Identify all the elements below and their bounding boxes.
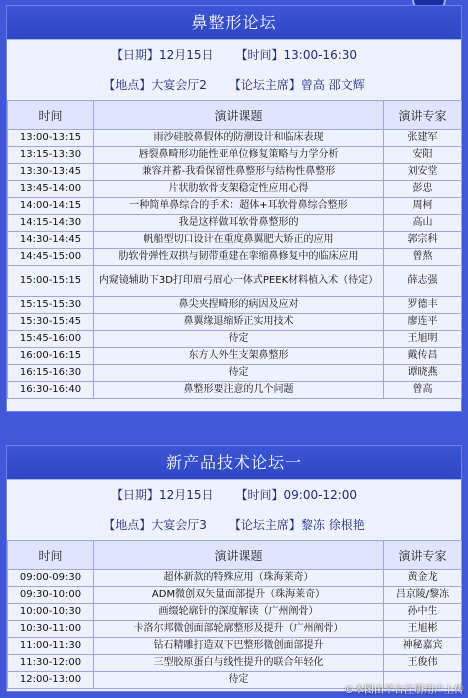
cell-topic: 三型胶原蛋白与线性提升的联合年轻化 bbox=[94, 655, 384, 672]
cell-speaker: 薛志强 bbox=[384, 266, 462, 297]
forum-venue: 【地点】大宴会厅3 bbox=[103, 518, 207, 532]
forum-host: 【论坛主席】黎冻 徐根艳 bbox=[228, 518, 365, 532]
cell-topic: 画缀轮廓针的深度解读（广州阐骨） bbox=[94, 604, 384, 621]
cell-time: 14:00-14:15 bbox=[8, 198, 94, 215]
cell-time: 16:30-16:40 bbox=[8, 382, 94, 399]
cell-topic: 钻石精雕打造双下巴整形微创面部提升 bbox=[94, 638, 384, 655]
forum-title: 鼻整形论坛 bbox=[7, 6, 461, 40]
table-row bbox=[8, 587, 462, 604]
cell-time: 11:00-11:30 bbox=[8, 638, 94, 655]
forum-venue-host bbox=[7, 70, 461, 100]
forum-date-time bbox=[7, 40, 461, 70]
cell-topic: 东方人外生支架鼻整形 bbox=[94, 348, 384, 365]
cell-topic: 超体新款的特殊应用（珠海莱奇） bbox=[94, 570, 384, 587]
cell-time: 15:15-15:30 bbox=[8, 297, 94, 314]
table-row bbox=[8, 604, 462, 621]
cell-time: 13:15-13:30 bbox=[8, 147, 94, 164]
table-row bbox=[8, 365, 462, 382]
cell-topic: 待定 bbox=[94, 672, 384, 689]
cell-time: 14:15-14:30 bbox=[8, 215, 94, 232]
table-row bbox=[8, 570, 462, 587]
forum-venue: 【地点】大宴会厅2 bbox=[103, 78, 207, 92]
cell-time: 11:30-12:00 bbox=[8, 655, 94, 672]
cell-time: 13:45-14:00 bbox=[8, 181, 94, 198]
cell-topic: 我是这样做耳软骨鼻整形的 bbox=[94, 215, 384, 232]
cell-time: 13:30-13:45 bbox=[8, 164, 94, 181]
cell-speaker: 罗德丰 bbox=[384, 297, 462, 314]
cell-time: 14:30-14:45 bbox=[8, 232, 94, 249]
cell-speaker: 高山 bbox=[384, 215, 462, 232]
table-row bbox=[8, 655, 462, 672]
cell-time: 13:00-13:15 bbox=[8, 130, 94, 147]
forum-date-time bbox=[7, 480, 461, 510]
table-row bbox=[8, 181, 462, 198]
header-speaker: 演讲专家 bbox=[384, 101, 462, 130]
cell-time: 09:00-09:30 bbox=[8, 570, 94, 587]
header-time: 时间 bbox=[8, 541, 94, 570]
forum-card-rhinoplasty bbox=[6, 5, 462, 412]
watermark: ©本图由平台注册用户上传 bbox=[344, 685, 464, 696]
cell-topic: 片状肋软骨支架稳定性应用心得 bbox=[94, 181, 384, 198]
cell-time: 15:30-15:45 bbox=[8, 314, 94, 331]
cell-speaker: 王旭明 bbox=[384, 331, 462, 348]
cell-speaker: 郭宗科 bbox=[384, 232, 462, 249]
cell-speaker: 廖连平 bbox=[384, 314, 462, 331]
cell-speaker: 王俊伟 bbox=[384, 655, 462, 672]
header-speaker: 演讲专家 bbox=[384, 541, 462, 570]
cell-speaker: 周柯 bbox=[384, 198, 462, 215]
forum-date: 【日期】12月15日 bbox=[110, 488, 214, 502]
cell-speaker: 孙中生 bbox=[384, 604, 462, 621]
cell-topic: 鼻尖夹捏畸形的病因及应对 bbox=[94, 297, 384, 314]
cell-speaker: 戴传昌 bbox=[384, 348, 462, 365]
cell-topic: 待定 bbox=[94, 365, 384, 382]
header-time: 时间 bbox=[8, 101, 94, 130]
forum-time: 【时间】13:00-16:30 bbox=[235, 48, 358, 62]
cell-speaker: 张建军 bbox=[384, 130, 462, 147]
schedule-table bbox=[7, 540, 462, 689]
cell-time: 10:30-11:00 bbox=[8, 621, 94, 638]
cell-topic: 兼容并蓄-我看保留性鼻整形与结构性鼻整形 bbox=[94, 164, 384, 181]
cell-topic: 唇裂鼻畸形功能性亚单位修复策略与力学分析 bbox=[94, 147, 384, 164]
forum-card-new-product bbox=[6, 445, 462, 692]
cell-time: 14:45-15:00 bbox=[8, 249, 94, 266]
cell-speaker: 刘安堂 bbox=[384, 164, 462, 181]
table-row bbox=[8, 249, 462, 266]
forum-venue-host bbox=[7, 510, 461, 540]
cell-topic: 一种简单鼻综合的手术：超体+耳软骨鼻综合整形 bbox=[94, 198, 384, 215]
cell-topic: 雨沙硅胶鼻假体的防潮设计和临床表现 bbox=[94, 130, 384, 147]
cell-speaker: 王旭彬 bbox=[384, 621, 462, 638]
table-row bbox=[8, 382, 462, 399]
cell-topic: 卡洛尔邦微创面部轮廓整形及提升（广州阐骨） bbox=[94, 621, 384, 638]
table-row bbox=[8, 130, 462, 147]
cell-time: 15:45-16:00 bbox=[8, 331, 94, 348]
cell-topic: 帆船型切口设计在重度鼻翼肥大矫正的应用 bbox=[94, 232, 384, 249]
forum-title: 新产品技术论坛一 bbox=[7, 446, 461, 480]
table-row bbox=[8, 198, 462, 215]
cell-time: 12:00-13:00 bbox=[8, 672, 94, 689]
header-topic: 演讲课题 bbox=[94, 541, 384, 570]
table-row bbox=[8, 638, 462, 655]
cell-speaker: 曾熬 bbox=[384, 249, 462, 266]
cell-time: 16:00-16:15 bbox=[8, 348, 94, 365]
cell-speaker: 神秘嘉宾 bbox=[384, 638, 462, 655]
table-row bbox=[8, 147, 462, 164]
cell-speaker: 吕京陵/黎冻 bbox=[384, 587, 462, 604]
cell-speaker: 彭忠 bbox=[384, 181, 462, 198]
cell-time: 09:30-10:00 bbox=[8, 587, 94, 604]
cell-topic: 鼻翼缘退缩矫正实用技术 bbox=[94, 314, 384, 331]
cell-time: 15:00-15:15 bbox=[8, 266, 94, 297]
table-row bbox=[8, 164, 462, 181]
forum-time: 【时间】09:00-12:00 bbox=[235, 488, 358, 502]
cell-speaker: 谭晓燕 bbox=[384, 365, 462, 382]
forum-date: 【日期】12月15日 bbox=[110, 48, 214, 62]
table-row bbox=[8, 266, 462, 297]
cell-time: 16:15-16:30 bbox=[8, 365, 94, 382]
schedule-table bbox=[7, 100, 462, 399]
table-row bbox=[8, 314, 462, 331]
table-row bbox=[8, 348, 462, 365]
table-row bbox=[8, 331, 462, 348]
table-row bbox=[8, 297, 462, 314]
table-row bbox=[8, 232, 462, 249]
cell-topic: 肋软骨弹性双拱与韧带重建在挛缩鼻修复中的临床应用 bbox=[94, 249, 384, 266]
header-topic: 演讲课题 bbox=[94, 101, 384, 130]
cell-time: 10:00-10:30 bbox=[8, 604, 94, 621]
cell-topic: 鼻整形要注意的几个问题 bbox=[94, 382, 384, 399]
cell-topic: ADM微创双矢量面部提升（珠海莱奇） bbox=[94, 587, 384, 604]
cell-speaker: 黄金龙 bbox=[384, 570, 462, 587]
cell-topic: 内窥镜辅助下3D打印眉弓眉心一体式PEEK材料植入术（待定） bbox=[94, 266, 384, 297]
table-row bbox=[8, 621, 462, 638]
table-row bbox=[8, 215, 462, 232]
cell-topic: 待定 bbox=[94, 331, 384, 348]
cell-speaker: 曾高 bbox=[384, 382, 462, 399]
cell-speaker: 安阳 bbox=[384, 147, 462, 164]
forum-host: 【论坛主席】曾高 邵文辉 bbox=[228, 78, 365, 92]
